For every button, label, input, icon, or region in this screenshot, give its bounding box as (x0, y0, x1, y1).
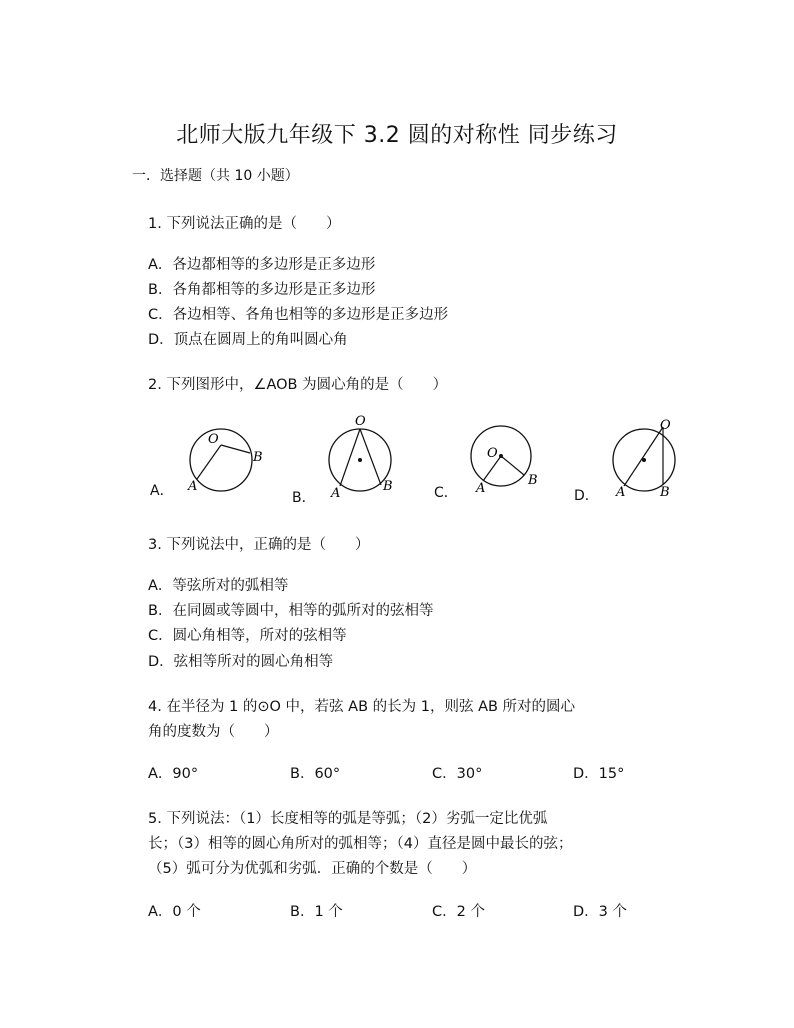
question-3-stem: 3. 下列说法中，正确的是（ ） (148, 537, 370, 553)
figure-c-label-a: A (476, 481, 486, 496)
question-2-option-c[interactable]: C． (434, 485, 458, 501)
figure-d-label-b: B (660, 485, 670, 500)
question-4-stem-line-1: 4. 在半径为 1 的⊙O 中，若弦 AB 的长为 1，则弦 AB 所对的圆心 (148, 699, 576, 715)
figure-b (322, 415, 402, 500)
question-3-option-c[interactable]: C．圆心角相等，所对的弦相等 (148, 628, 347, 644)
figure-a-segment-ob (221, 445, 250, 453)
question-1-option-b[interactable]: B．各角都相等的多边形是正多边形 (148, 282, 376, 298)
figure-b-label-a: A (331, 486, 341, 501)
figure-d-label-a: A (616, 485, 626, 500)
question-5-stem-line-3: （5）弧可分为优弧和劣弧．正确的个数是（ ） (148, 861, 477, 877)
question-2-option-d[interactable]: D． (574, 488, 599, 504)
question-4-option-c[interactable]: C．30° (432, 766, 483, 782)
figure-c-label-o: O (487, 446, 498, 461)
figure-d (604, 415, 684, 500)
question-2-option-b[interactable]: B． (292, 490, 316, 506)
figure-a-label-o: O (208, 432, 219, 447)
page-title: 北师大版九年级下 3.2 圆的对称性 同步练习 (176, 123, 618, 148)
figure-b-label-o: O (355, 414, 366, 429)
question-2-stem: 2. 下列图形中，∠AOB 为圆心角的是（ ） (148, 377, 448, 393)
figure-a-label-b: B (253, 450, 263, 465)
question-5-option-b[interactable]: B．1 个 (290, 904, 343, 920)
question-4-option-a[interactable]: A．90° (148, 766, 199, 782)
question-1-option-a[interactable]: A．各边都相等的多边形是正多边形 (148, 257, 376, 273)
question-5-option-c[interactable]: C．2 个 (432, 904, 485, 920)
question-4-option-b[interactable]: B．60° (290, 766, 341, 782)
question-5-stem-line-2: 长；（3）相等的圆心角所对的弧相等；（4）直径是圆中最长的弦； (148, 836, 573, 852)
question-2-option-a[interactable]: A． (150, 483, 174, 499)
question-3-option-b[interactable]: B．在同圆或等圆中，相等的弧所对的弦相等 (148, 603, 434, 619)
question-1-stem: 1. 下列说法正确的是（ ） (148, 216, 341, 232)
figure-a-circle (190, 429, 252, 491)
question-5-option-d[interactable]: D．3 个 (573, 904, 627, 920)
figure-b-center-dot (358, 458, 362, 462)
figure-b-segment-ob (360, 429, 381, 485)
question-5-stem-line-1: 5. 下列说法：（1）长度相等的弧是等弧；（2）劣弧一定比优弧 (148, 811, 548, 827)
question-5-option-a[interactable]: A．0 个 (148, 904, 201, 920)
figure-c (464, 420, 544, 500)
figure-d-label-o: O (660, 418, 671, 433)
question-1-option-c[interactable]: C．各边相等、各角也相等的多边形是正多边形 (148, 307, 449, 323)
question-1-option-d[interactable]: D．顶点在圆周上的角叫圆心角 (148, 332, 348, 348)
figure-b-label-b: B (383, 479, 393, 494)
figure-c-segment-ob (501, 456, 524, 475)
figure-a-label-a: A (188, 479, 198, 494)
section-heading: 一．选择题（共 10 小题） (132, 168, 299, 184)
question-3-option-a[interactable]: A．等弦所对的弧相等 (148, 578, 289, 594)
question-4-stem-line-2: 角的度数为（ ） (148, 724, 279, 740)
figure-a-segment-oa (197, 445, 221, 479)
question-4-option-d[interactable]: D．15° (573, 766, 625, 782)
figure-b-segment-oa (340, 429, 360, 486)
figure-c-label-b: B (528, 473, 538, 488)
question-3-option-d[interactable]: D．弦相等所对的圆心角相等 (148, 654, 334, 670)
figure-d-segment-oa (624, 427, 663, 486)
figure-a (180, 420, 270, 500)
